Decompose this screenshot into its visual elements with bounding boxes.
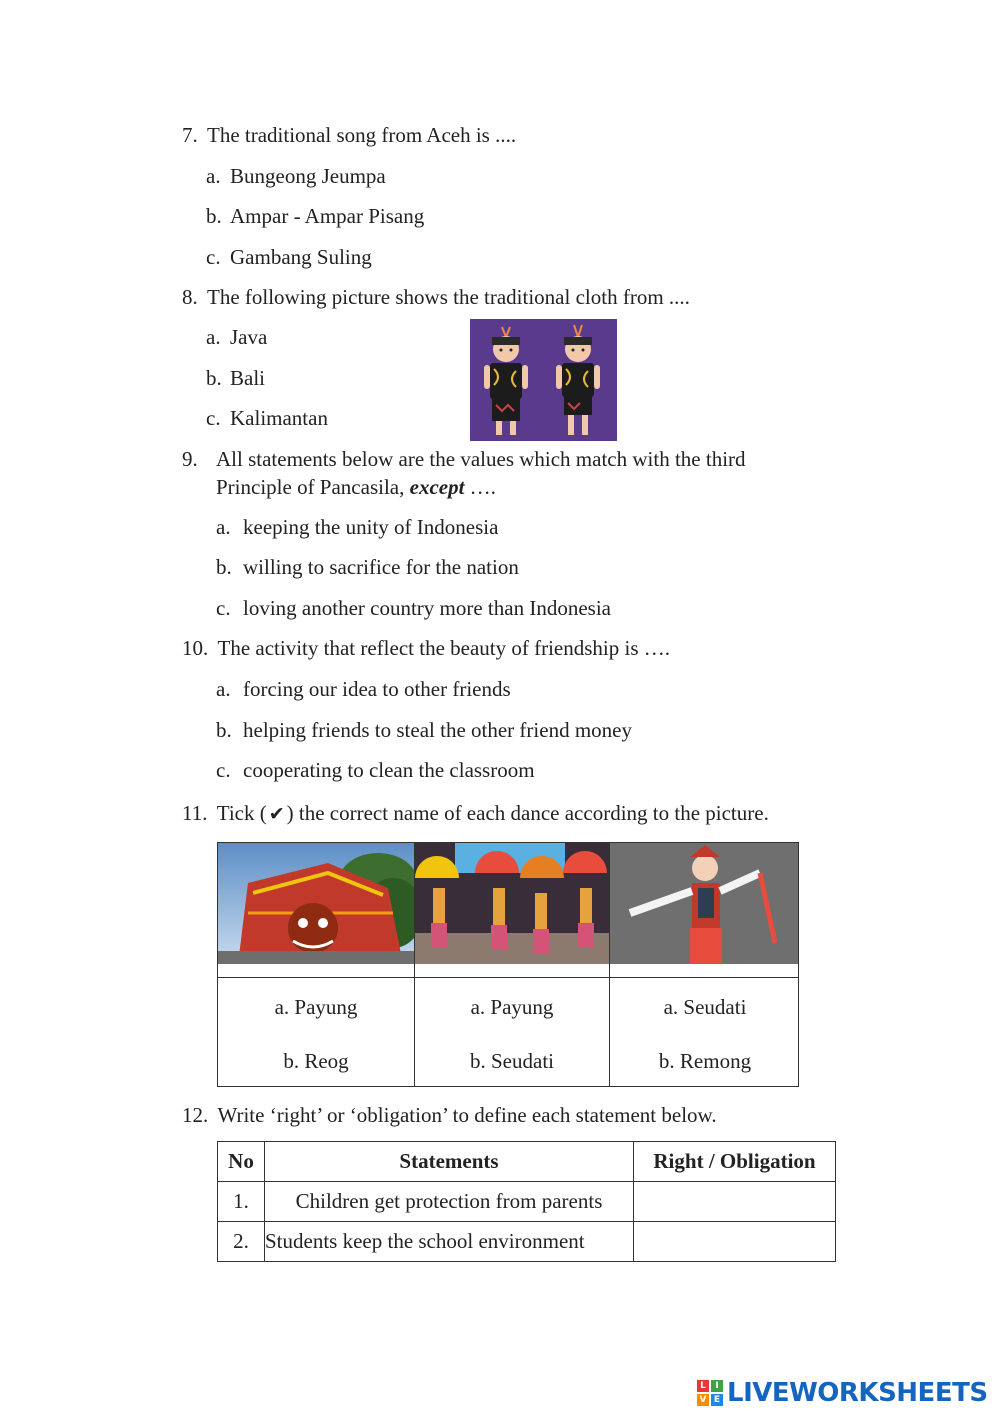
q11-text-after: ) the correct name of each dance according to the picture.: [286, 801, 769, 825]
q10-text: The activity that reflect the beauty of friendship is ….: [217, 636, 671, 660]
q8-text: The following picture shows the traditional cloth from ....: [207, 285, 690, 309]
q7-number: 7.: [182, 123, 198, 147]
q8-option-a[interactable]: [206, 327, 267, 348]
header-right-obligation: Right / Obligation: [634, 1142, 836, 1182]
option-text: keeping the unity of Indonesia: [243, 515, 499, 539]
q9-line2: [216, 477, 496, 498]
check-icon: ✔: [268, 803, 285, 825]
option-letter: c.: [216, 596, 231, 620]
q8-question: [182, 287, 690, 308]
payung-dance-image: [415, 843, 609, 964]
table-row: [218, 1182, 836, 1222]
statement-table: [217, 1141, 836, 1262]
row-no: 2.: [218, 1222, 265, 1262]
dance-2-option-a[interactable]: a. Payung: [470, 995, 554, 1019]
logo-block: V: [697, 1394, 709, 1406]
dance-1-option-b[interactable]: b. Reog: [283, 1049, 349, 1073]
traditional-cloth-image: [470, 319, 617, 441]
logo-block: I: [711, 1380, 723, 1392]
option-text: cooperating to clean the classroom: [243, 758, 535, 782]
q7-question: [182, 125, 516, 146]
option-text: willing to sacrifice for the nation: [243, 555, 519, 579]
option-letter: a.: [216, 515, 231, 539]
q10-question: [182, 638, 670, 659]
option-text: Java: [230, 325, 268, 349]
option-letter: b.: [206, 204, 222, 228]
q7-option-c[interactable]: [206, 247, 372, 268]
reog-dance-image: [218, 843, 414, 964]
q11-text-before: Tick (: [216, 801, 267, 825]
table-row: [218, 1222, 836, 1262]
dance-3-option-a[interactable]: a. Seudati: [663, 995, 747, 1019]
q9-option-b[interactable]: [216, 557, 519, 578]
option-text: Ampar - Ampar Pisang: [230, 204, 425, 228]
option-letter: a.: [206, 164, 221, 188]
q9-line2-prefix: Principle of Pancasila,: [216, 475, 405, 499]
option-letter: a.: [216, 677, 231, 701]
q10-number: 10.: [182, 636, 209, 660]
option-letter: a.: [206, 325, 221, 349]
q10-option-a[interactable]: [216, 679, 511, 700]
q10-option-c[interactable]: [216, 760, 535, 781]
option-letter: c.: [206, 245, 221, 269]
option-text: helping friends to steal the other friend money: [243, 718, 632, 742]
q9-question: [182, 449, 198, 470]
q7-text: The traditional song from Aceh is ....: [207, 123, 517, 147]
logo-block: E: [711, 1394, 723, 1406]
q8-option-c[interactable]: [206, 408, 328, 429]
q9-option-c[interactable]: [216, 598, 611, 619]
remong-dance-image: [610, 843, 798, 964]
q10-option-b[interactable]: [216, 720, 632, 741]
q11-question: [182, 803, 769, 824]
q9-line2-suffix: ….: [469, 475, 496, 499]
option-text: loving another country more than Indonesia: [243, 596, 611, 620]
option-letter: c.: [216, 758, 231, 782]
q12-number: 12.: [182, 1103, 209, 1127]
row-statement: Children get protection from parents: [265, 1182, 634, 1222]
dance-1-option-a[interactable]: a. Payung: [274, 995, 358, 1019]
answer-input[interactable]: [634, 1222, 836, 1262]
option-text: Kalimantan: [230, 406, 328, 430]
option-letter: c.: [206, 406, 221, 430]
logo-block: L: [697, 1380, 709, 1392]
option-text: Bungeong Jeumpa: [230, 164, 386, 188]
option-text: forcing our idea to other friends: [243, 677, 511, 701]
q11-number: 11.: [182, 801, 208, 825]
q9-except-emphasis: except: [409, 475, 465, 499]
liveworksheets-logo: [697, 1376, 988, 1410]
q8-option-b[interactable]: [206, 368, 265, 389]
q7-option-b[interactable]: [206, 206, 424, 227]
dance-2-option-b[interactable]: b. Seudati: [470, 1049, 554, 1073]
q12-text: Write ‘right’ or ‘obligation’ to define each statement below.: [217, 1103, 717, 1127]
q9-option-a[interactable]: [216, 517, 498, 538]
row-no: 1.: [218, 1182, 265, 1222]
dance-3-option-b[interactable]: b. Remong: [658, 1049, 752, 1073]
answer-input[interactable]: [634, 1182, 836, 1222]
q7-option-a[interactable]: [206, 166, 386, 187]
dance-table: [217, 842, 799, 1087]
option-text: Bali: [230, 366, 265, 390]
q8-number: 8.: [182, 285, 198, 309]
header-statements: Statements: [265, 1142, 634, 1182]
q9-number: 9.: [182, 447, 198, 471]
option-letter: b.: [216, 718, 232, 742]
header-no: No: [218, 1142, 265, 1182]
q9-line1: All statements below are the values which match with the third: [216, 447, 746, 471]
logo-blocks-icon: [697, 1380, 723, 1406]
q12-question: [182, 1105, 717, 1126]
option-text: Gambang Suling: [230, 245, 372, 269]
logo-text: LIVEWORKSHEETS: [727, 1378, 988, 1408]
option-letter: b.: [216, 555, 232, 579]
row-statement: Students keep the school environment: [265, 1222, 634, 1262]
option-letter: b.: [206, 366, 222, 390]
table-header-row: [218, 1142, 836, 1182]
